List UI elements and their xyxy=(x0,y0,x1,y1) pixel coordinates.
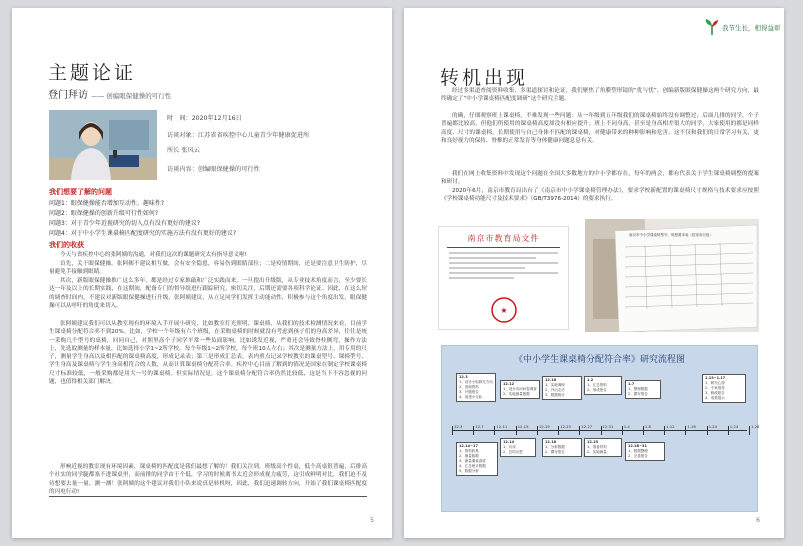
flow-step-box xyxy=(625,442,665,461)
flow-step-date: 12.14 xyxy=(503,440,515,444)
timeline-label: 1.28 xyxy=(751,424,760,429)
timeline-label: 12.11 xyxy=(496,424,508,429)
flow-step-item: 2、实地测量 xyxy=(587,450,607,454)
flow-step-item: 2、外出走访 xyxy=(545,388,565,392)
section-subtitle xyxy=(48,86,171,101)
flow-step-item: 1、研究心得 xyxy=(705,381,725,385)
timeline-label: 1.16 xyxy=(687,424,696,429)
meta-content: 访谈内容：创编眼保健操的可行性 xyxy=(167,166,260,173)
flow-step-item: 1、准备材料 xyxy=(587,445,607,449)
flow-step-item: 1、访谈 xyxy=(503,445,516,449)
table-title: 南京市中小学课桌椅型号、规格要求表（按身高分组） xyxy=(629,233,713,237)
flow-step-item: 2、实地测量数据 xyxy=(503,392,530,396)
flow-step-item: 2、撰写报告 xyxy=(628,392,648,396)
question-item: 问题1：眼保健操能否增加互动性、趣味性? xyxy=(49,200,165,207)
paragraph-underlined: 形响近视的教室现有环境因素，课桌椅的匹配度是我们最想了解的！我们关注到，班级高个性桌，低个高桌很普遍，后排高个社实的同学腿都塞不进课桌里，而前排的同学由于个低，学习的时候离书太近会形成视力疲劳，这引成鲜明对比，我们迫不及待想要去量一量、测一测！张阿姨的这个建议对我们小队来说真是转机呀，因此，我们迅速调转方向，开始了我们课桌椅匹配度的闪电行动! xyxy=(49,463,367,497)
flow-step-item: 2、完善报告 xyxy=(628,454,648,458)
timeline-label: 1.12 xyxy=(666,424,675,429)
flow-step-date: 1.2 xyxy=(587,378,594,382)
flow-step-box xyxy=(456,442,498,476)
timeline-label: 12.7 xyxy=(475,424,484,429)
flow-step-box xyxy=(456,373,496,402)
harvest-heading: 我们的收获 xyxy=(49,241,84,249)
timeline-label: 12.31 xyxy=(602,424,614,429)
timeline-label: 12.27 xyxy=(581,424,593,429)
page-number: 6 xyxy=(756,517,760,524)
flow-step-date: 12.12 xyxy=(503,382,515,386)
flow-step-date: 12.14~17 xyxy=(459,444,478,448)
question-item: 问题3：对于青少年近视研究的切入点有没有更好的建议? xyxy=(49,220,201,227)
right-page xyxy=(404,8,784,538)
subtitle-tail: —— 创编眼保健操的可行性 xyxy=(91,92,172,100)
flow-step-box xyxy=(500,438,536,457)
flow-step-box xyxy=(625,380,661,399)
flow-step-item: 1、实地调研 xyxy=(545,383,565,387)
flow-step-item: 1、设计小组研究方向 xyxy=(459,380,493,384)
timeline-tick xyxy=(728,426,729,435)
questions-heading: 我们想要了解的问题 xyxy=(49,188,112,196)
flow-step-item: 1、设计访问问卷调查 xyxy=(503,387,537,391)
flow-step-item: 1、数据整理 xyxy=(628,449,648,453)
timeline-tick xyxy=(749,426,750,435)
paragraph: 我们在网上收集资料中发现这个问题在全国大多数地方的中小学都存在，每年的两会，都有代表关于学生课桌椅调整的提案和研讨。 xyxy=(441,171,759,186)
flow-step-date: 12.25 xyxy=(587,440,599,444)
paragraph: 张阿姨建议我们可以从教室现有的环境入手开展小研究，比如教室灯光照明、课桌椅，从我们的技术检测情况来看，目前学生课桌椅分配符合率不到20%。比如，学校一个年级有六个班级，在采购桌椅的时候就没有考虑到孩子们的身高差异，往往是统一采购几个型号的桌椅，问问自己，对照里高个子同学平常一些负面影响，比如诱发近视，严重还会导致脊柱侧弯，操作方法上，先选取测量的样本量，比如选择小学1~2所学校，每个年级1~2所学校，每个班10人左右；其次是测量方法上，用专用的尺子，测量学生身高以及相匹配的课桌椅高度，形成记录表；第三是形成汇总表，表内重点记录学校教室的课桌型号、课椅型号、学生身高及课桌椅与学生身高相符合的人数，从而计算课桌椅分配符合率。疾控中心目前了解到的情况是国家在制定学校课桌椅尺寸标准较低，一般采购都是用大一号的课桌椅。但实际情况是，这个课桌椅分配符合率仍然比较低，这是当下不容忽视的问题，也值得相关部门解决。 xyxy=(49,321,367,386)
page-title: 转机出现 xyxy=(440,67,529,89)
flowchart-title: 《中小学生课桌椅分配符合率》研究流程图 xyxy=(513,355,685,365)
timeline-tick xyxy=(537,426,538,435)
flow-step-box xyxy=(584,376,622,395)
flow-step-item: 3、数据统计 xyxy=(545,393,565,397)
flow-step-item: 1、资料收集 xyxy=(459,449,479,453)
question-item: 问题2：眼保健操的创新升级可行性如何? xyxy=(49,210,159,217)
timeline-label: 12.15 xyxy=(517,424,529,429)
flow-step-item: 2、形成报告 xyxy=(587,388,607,392)
meta-person: 访谈对象：江苏省省疾控中心儿童青少年健康促进所 xyxy=(167,132,310,139)
flow-step-box xyxy=(542,438,582,457)
spec-table-image xyxy=(585,219,759,332)
flow-step-date: 1.15~1.17 xyxy=(705,376,726,380)
paragraph: 经过多渠道查阅资料收集、多渠道探讨和论证，我们聚焦了角膜塑形镜的“优与忧”、创编新版眼保健操这两个研究方向，最终确定了“中小学课桌椅匹配度调研”这个研究主题。 xyxy=(441,88,759,103)
flow-step-box xyxy=(584,438,622,457)
flow-step-box xyxy=(500,380,540,399)
paragraph: 的确，仔细观察班上课桌椅，不难发现一些问题：从一年级到五年级我们的课桌椅始终没有调整过；后面几排的同学，个子普遍都比较高，但他们所使用的课桌椅高度却没有相应提升；班上不同身高，甚至是身高相差很大的同学，大家使用的都是同样高度、尺寸的课桌椅，长期使用与自己身体不匹配的课桌椅，对健康带来的种种影响和危害，这不仅和我们的日常学习有关，更和良好视力的保持、脊椎的正常发育等身体健康问题息息有关。 xyxy=(441,113,759,144)
flow-step-date: 12.28~31 xyxy=(628,444,647,448)
flow-step-item: 2、总结反思 xyxy=(503,450,523,454)
notice-document-image xyxy=(438,226,569,330)
flow-step-item: 4、组建小分队 xyxy=(459,395,483,399)
left-page xyxy=(12,8,392,538)
paragraph: 2020年6月，南京市教育局出台了《南京市中小学课桌椅管理办法》，要求学校新配置的课桌椅尺寸规格与技术要求应按照《学校课桌椅功能尺寸及技术要求》（GB/T3976-2014）的要求执行。 xyxy=(441,188,759,203)
timeline-tick xyxy=(643,426,644,435)
flow-step-item: 3、修改报告 xyxy=(705,391,725,395)
flow-step-item: 4、成果展示 xyxy=(705,396,725,400)
timeline-tick xyxy=(685,426,686,435)
doc-header: 南京市教育局文件 xyxy=(467,234,540,243)
timeline-tick xyxy=(516,426,517,435)
seal-icon xyxy=(489,295,519,325)
timeline-tick xyxy=(622,426,623,435)
paragraph: 首先，关于眼保健操。张阿姨不建议相互做，会有安全隐患，容易伤到眼睛部位；二是疫情期间，还是要注意卫生防护，尽量避免手接触到眼睛。 xyxy=(49,261,367,276)
logo-text: 我节生长，相得益彰 xyxy=(722,23,781,32)
flow-step-date: 12.18 xyxy=(545,440,557,444)
timeline-tick xyxy=(707,426,708,435)
flow-step-date: 12.16 xyxy=(545,378,557,382)
meta-time: 时 间：2020年12月16日 xyxy=(167,115,242,122)
timeline-tick xyxy=(452,426,453,435)
paragraph: 其次，新版眼保健操推广这么多年，都是经过专家推敲和广泛实践而来，一旦提出升级版，从专业技术角度而言，至少要长达一年及以上的长期实践，在这期间，配备专门的督导组进行跟踪研究，密切关注，后期还需要各项科学论证。因此，在这么短的调查时间内，不建议对新版眼保健操进行升级，张阿姨建议，从立足同学们发挥主动能动性，积极参与这个角度出发，眼保健操可以从呼吁的角度来切入。 xyxy=(49,278,367,309)
flow-step-item: 3、开题报告 xyxy=(459,390,479,394)
timeline-tick xyxy=(601,426,602,435)
research-flowchart xyxy=(441,345,758,512)
timeline-label: 1.24 xyxy=(729,424,739,429)
flow-step-item: 5、数据分析 xyxy=(459,469,479,473)
leaf-logo-icon xyxy=(704,18,720,36)
flow-step-item: 4、汇总统计数据 xyxy=(459,464,486,468)
paragraph: 今天与省疾控中心的张阿姨的沟通，对我们这次的课题研究太有指导意义啦! xyxy=(60,252,247,258)
timeline-tick xyxy=(494,426,495,435)
timeline-axis xyxy=(452,430,747,431)
timeline-tick xyxy=(558,426,559,435)
question-item: 问题4：对于中小学生课桌椅匹配度研究的实施方法有没有更好的建议? xyxy=(49,230,237,237)
timeline-label: 12.19 xyxy=(538,424,550,429)
page-number: 5 xyxy=(370,517,374,524)
flow-step-box xyxy=(702,374,746,403)
flow-step-item: 1、汇总资料 xyxy=(587,383,607,387)
meta-person-title: 所长 张风云 xyxy=(167,147,200,154)
timeline-label: 1.8 xyxy=(644,424,651,429)
flow-step-date: 1.7 xyxy=(628,382,635,386)
timeline-tick xyxy=(664,426,665,435)
subtitle-main: 登门拜访 xyxy=(48,90,88,101)
flow-step-item: 2、撰写报告 xyxy=(545,450,565,454)
flow-step-item: 1、分析数据 xyxy=(545,445,565,449)
interview-photo xyxy=(49,110,157,180)
timeline-label: 1.4 xyxy=(623,424,630,429)
timeline-label: 12.3 xyxy=(454,424,463,429)
timeline-label: 1.20 xyxy=(708,424,718,429)
timeline-label: 12.23 xyxy=(560,424,571,429)
page-title: 主题论证 xyxy=(48,62,137,84)
flow-step-date: 12.3 xyxy=(459,375,468,379)
flow-step-item: 2、查阅资料 xyxy=(459,385,479,389)
svg-text:★: ★ xyxy=(500,306,508,315)
flow-step-item: 3、测量课桌高度 xyxy=(459,459,486,463)
timeline-tick xyxy=(579,426,580,435)
flow-step-item: 2、专家指导 xyxy=(705,386,725,390)
timeline-tick xyxy=(473,426,474,435)
flow-step-item: 2、测量数据 xyxy=(459,454,479,458)
flow-step-box xyxy=(542,376,582,400)
flow-step-item: 1、整理数据 xyxy=(628,387,648,391)
logo xyxy=(704,18,781,36)
